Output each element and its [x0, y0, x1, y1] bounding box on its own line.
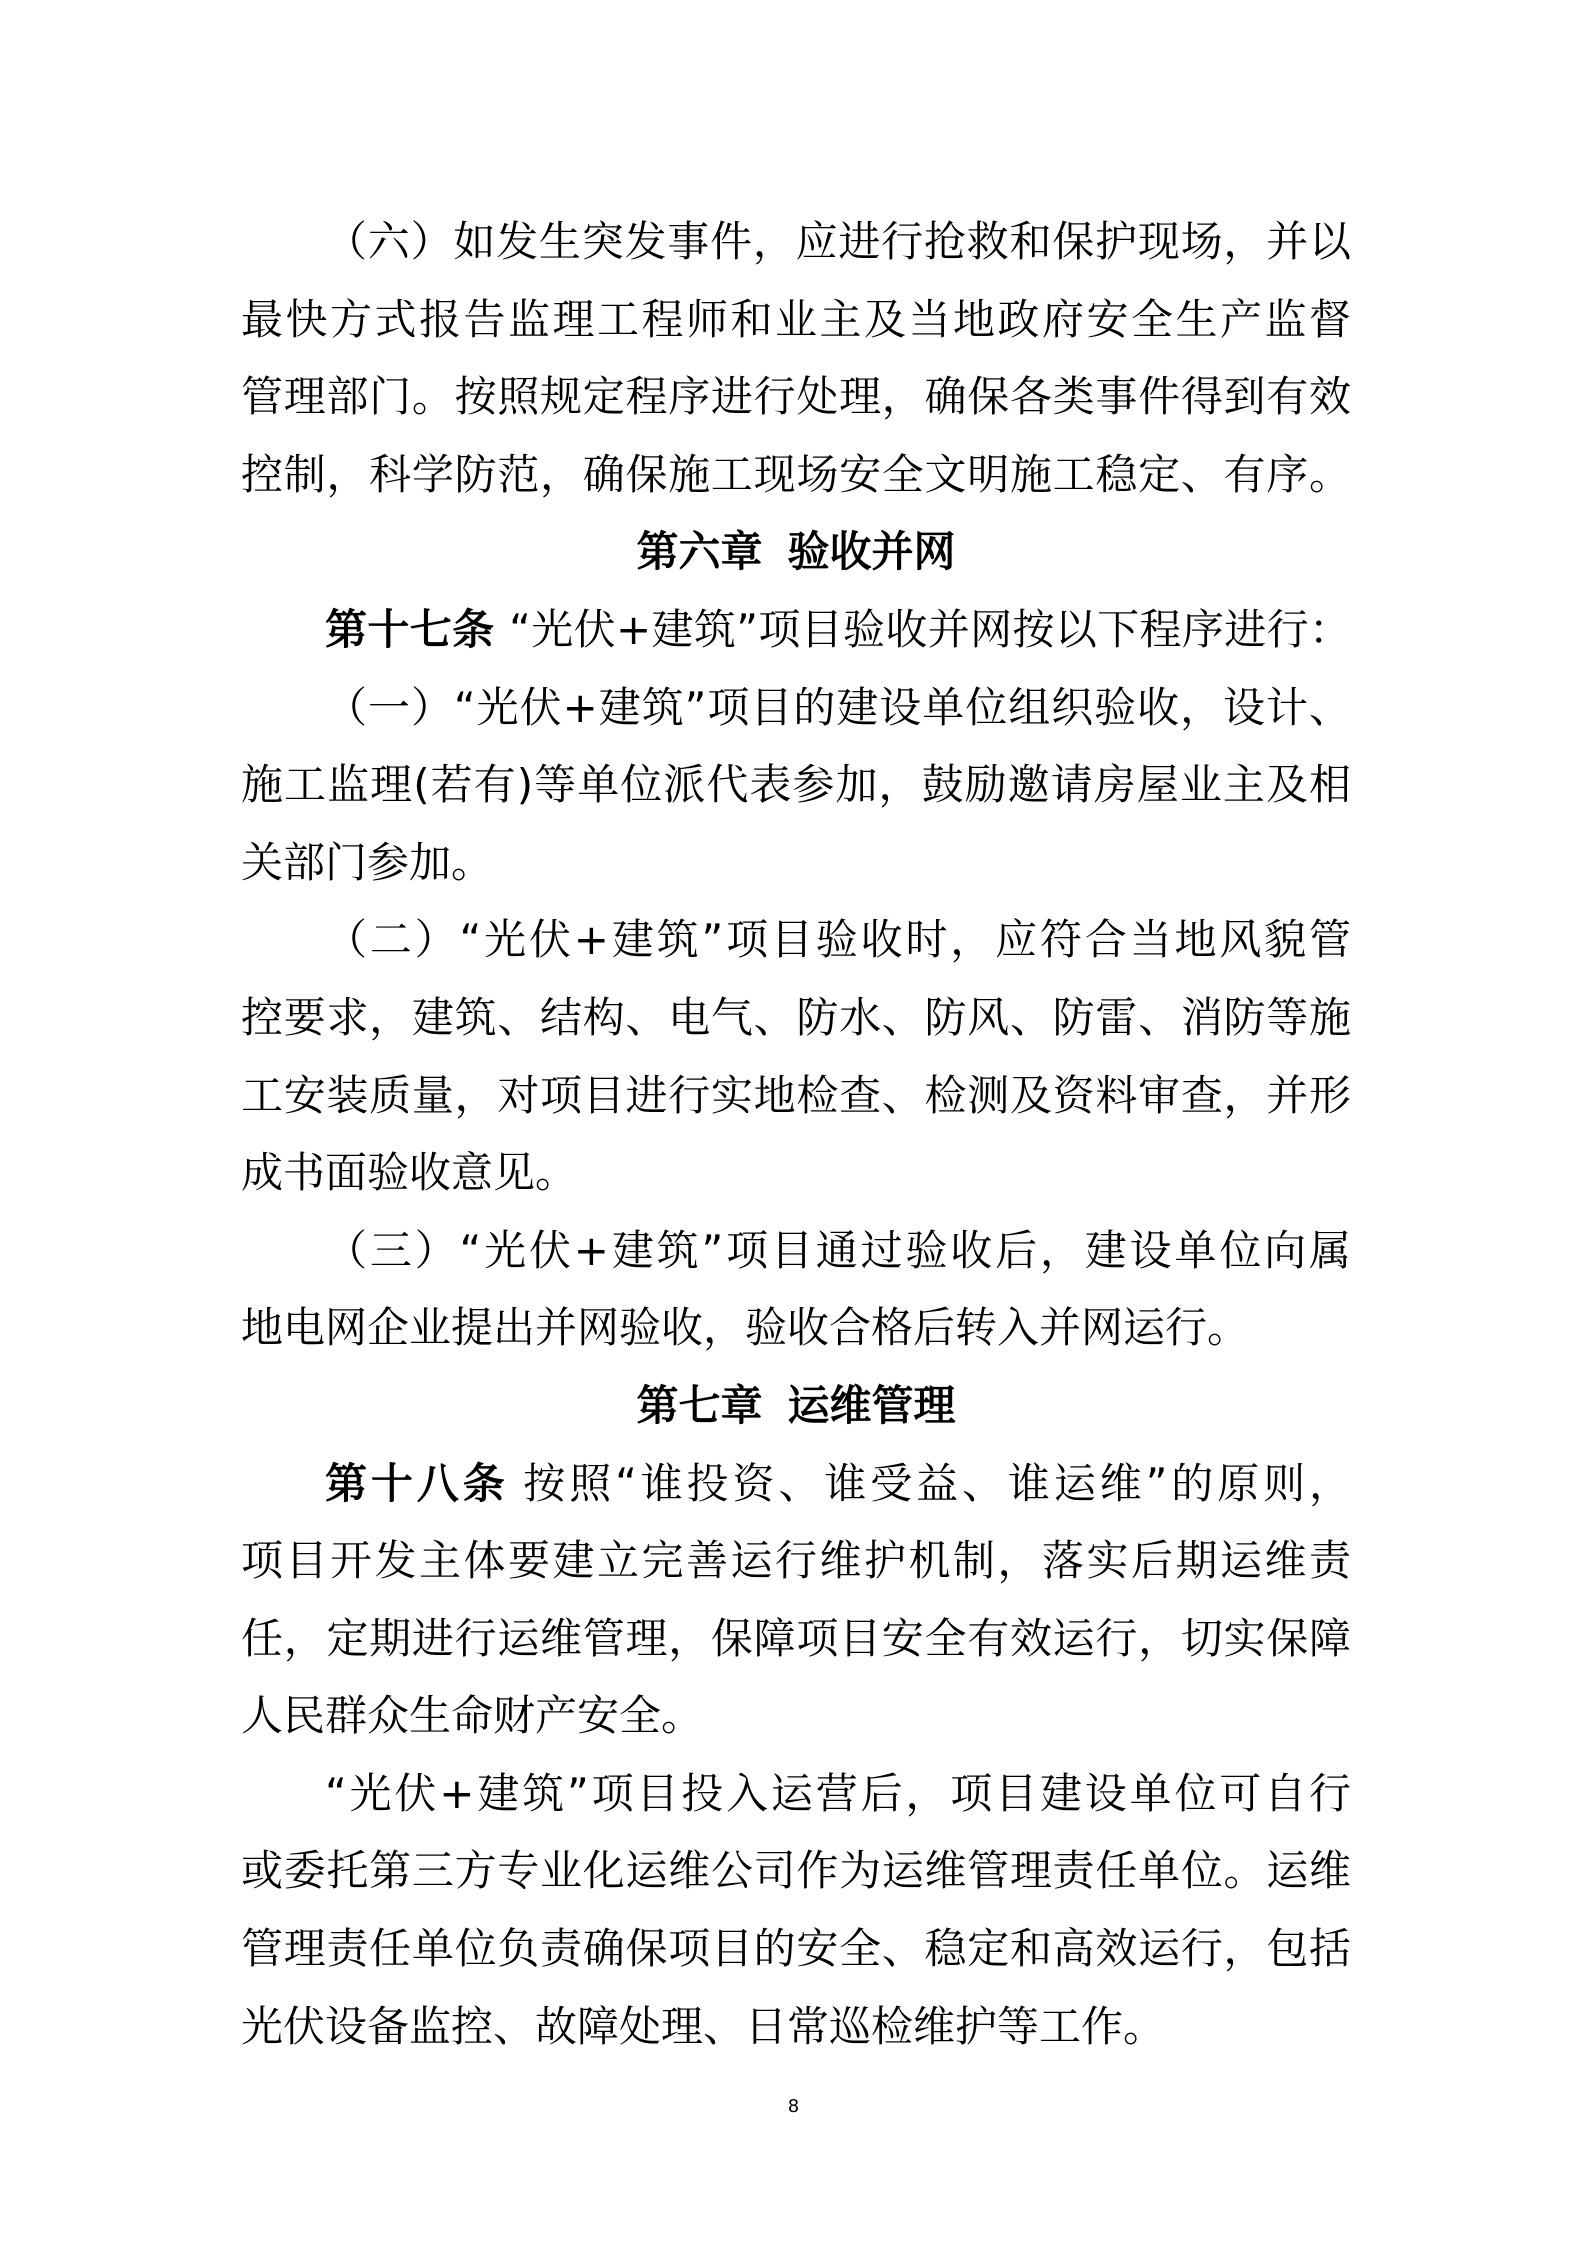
text-line: 任，定期进行运维管理，保障项目安全有效运行，切实保障	[241, 1613, 1351, 1663]
paragraph-item-3	[241, 1212, 1351, 1367]
text-line: 管理部门。按照规定程序进行处理，确保各类事件得到有效	[241, 372, 1351, 422]
chapter-7-heading: 第七章 运维管理	[636, 1380, 956, 1430]
text-line: 或委托第三方专业化运维公司作为运维管理责任单位。运维	[241, 1846, 1351, 1896]
text-line: 控要求，建筑、结构、电气、防水、防风、防雷、消防等施	[241, 992, 1351, 1042]
article-18-label: 第十八条	[325, 1458, 509, 1508]
text-line: 地电网企业提出并网验收，验收合格后转入并网运行。	[241, 1303, 1250, 1353]
text-line: 项目开发主体要建立完善运行维护机制，落实后期运维责	[241, 1536, 1351, 1586]
chapter-6-heading: 第六章 验收并网	[636, 527, 956, 577]
text-line: （三）“光伏+建筑”项目通过验收后，建设单位向属	[325, 1225, 1351, 1275]
text-span: 按照“谁投资、谁受益、谁运维”的原则，	[523, 1458, 1351, 1508]
article-17-intro: “光伏+建筑”项目验收并网按以下程序进行：	[509, 604, 1351, 654]
text-line: 关部门参加。	[241, 837, 494, 887]
article-17-label: 第十七条	[325, 604, 495, 654]
text-line: （六）如发生突发事件，应进行抢救和保护现场，并以	[325, 217, 1351, 266]
text-line: 成书面验收意见。	[241, 1148, 578, 1198]
text-line: 管理责任单位负责确保项目的安全、稳定和高效运行，包括	[241, 1924, 1351, 1974]
text-line: 控制，科学防范，确保施工现场安全文明施工稳定、有序。	[241, 449, 1351, 499]
text-line: 光伏设备监控、故障处理、日常巡检维护等工作。	[241, 2001, 1166, 2051]
article-17-intro-line	[241, 591, 1351, 669]
article-18-first-line	[241, 1445, 1351, 1523]
text-line: （二）“光伏+建筑”项目验收时，应符合当地风貌管	[325, 915, 1351, 965]
paragraph-item-2	[241, 901, 1351, 1211]
article-18-paragraph-1	[241, 1445, 1351, 1755]
article-18-paragraph-2	[241, 1755, 1351, 2065]
paragraph-item-6	[241, 203, 1351, 513]
page-body	[241, 203, 1351, 2065]
paragraph-item-1	[241, 669, 1351, 902]
text-line: 人民群众生命财产安全。	[241, 1691, 704, 1741]
text-line: 工安装质量，对项目进行实地检查、检测及资料审查，并形	[241, 1070, 1351, 1120]
text-line: （一）“光伏+建筑”项目的建设单位组织验收，设计、	[325, 682, 1351, 732]
text-line: 施工监理(若有)等单位派代表参加，鼓励邀请房屋业主及相	[241, 760, 1351, 810]
text-line: 最快方式报告监理工程师和业主及当地政府安全生产监督	[241, 294, 1351, 344]
text-line: “光伏+建筑”项目投入运营后，项目建设单位可自行	[325, 1768, 1351, 1818]
page-number: 8	[787, 2096, 800, 2117]
